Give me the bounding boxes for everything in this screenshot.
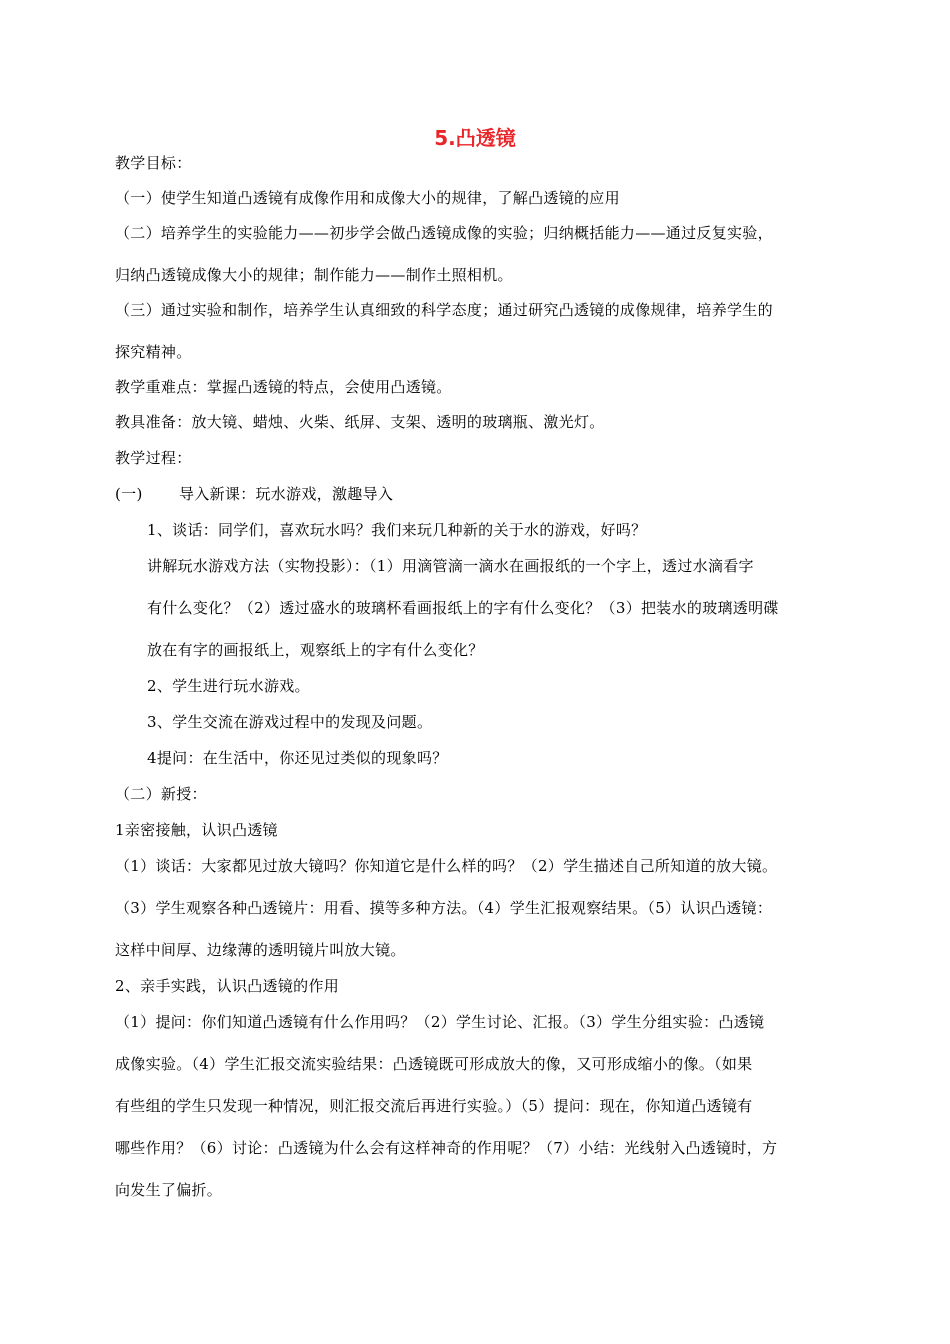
objective-2: （二）培养学生的实验能力——初步学会做凸透镜成像的实验；归纳概括能力——通过反复实验， xyxy=(115,224,773,242)
objective-1: （一）使学生知道凸透镜有成像作用和成像大小的规律，了解凸透镜的应用 xyxy=(115,189,620,207)
objective-2-cont: 归纳凸透镜成像大小的规律；制作能力——制作土照相机。 xyxy=(115,266,513,284)
step-4: 4提问：在生活中，你还见过类似的现象吗？ xyxy=(147,749,448,767)
key-points: 教学重难点：掌握凸透镜的特点，会使用凸透镜。 xyxy=(115,378,452,396)
section-1-title: 导入新课：玩水游戏，激趣导入 xyxy=(179,485,394,503)
teaching-aids: 教具准备：放大镜、蜡烛、火柴、纸屏、支架、透明的玻璃瓶、激光灯。 xyxy=(115,413,605,431)
game-explanation-cont-1: 有什么变化？（2）透过盛水的玻璃杯看画报纸上的字有什么变化？（3）把装水的玻璃透明碟 xyxy=(147,599,779,617)
part-2-heading: 2、亲手实践，认识凸透镜的作用 xyxy=(115,977,340,995)
step-2: 2、学生进行玩水游戏。 xyxy=(147,677,310,695)
step-3: 3、学生交流在游戏过程中的发现及问题。 xyxy=(147,713,433,731)
part-2-line-2: 成像实验。（4）学生汇报交流实验结果：凸透镜既可形成放大的像，又可形成缩小的像。（如果 xyxy=(115,1055,753,1073)
part-1-heading: 1亲密接触，认识凸透镜 xyxy=(115,821,278,839)
part-2-line-5: 向发生了偏折。 xyxy=(115,1181,223,1199)
objective-3-cont: 探究精神。 xyxy=(115,343,192,361)
part-1-line-2: （3）学生观察各种凸透镜片：用看、摸等多种方法。（4）学生汇报观察结果。（5）认识凸透镜： xyxy=(115,899,773,917)
part-2-line-3: 有些组的学生只发现一种情况，则汇报交流后再进行实验。）（5）提问：现在，你知道凸透镜有 xyxy=(115,1097,753,1115)
part-2-line-1: （1）提问：你们知道凸透镜有什么作用吗？（2）学生讨论、汇报。（3）学生分组实验：凸透镜 xyxy=(115,1013,765,1031)
game-explanation-cont-2: 放在有字的画报纸上，观察纸上的字有什么变化？ xyxy=(147,641,484,659)
step-1-talk: 1、谈话：同学们，喜欢玩水吗？我们来玩几种新的关于水的游戏，好吗？ xyxy=(147,521,647,539)
game-explanation: 讲解玩水游戏方法（实物投影）：（1）用滴管滴一滴水在画报纸的一个字上，透过水滴看字 xyxy=(147,557,754,575)
section-2-heading: （二）新授： xyxy=(115,785,207,803)
objective-3: （三）通过实验和制作，培养学生认真细致的科学态度；通过研究凸透镜的成像规律，培养学生的 xyxy=(115,301,773,319)
section-1-heading xyxy=(115,483,845,505)
part-1-line-1: （1）谈话：大家都见过放大镜吗？你知道它是什么样的吗？（2）学生描述自己所知道的放大镜。 xyxy=(115,857,778,875)
part-1-line-3: 这样中间厚、边缘薄的透明镜片叫放大镜。 xyxy=(115,941,406,959)
process-heading: 教学过程： xyxy=(115,449,192,467)
section-1-number: (一) xyxy=(115,485,143,503)
page-title: 5.凸透镜 xyxy=(434,126,516,150)
part-2-line-4: 哪些作用？（6）讨论：凸透镜为什么会有这样神奇的作用呢？（7）小结：光线射入凸透镜时，方 xyxy=(115,1139,778,1157)
objectives-heading: 教学目标： xyxy=(115,154,192,172)
